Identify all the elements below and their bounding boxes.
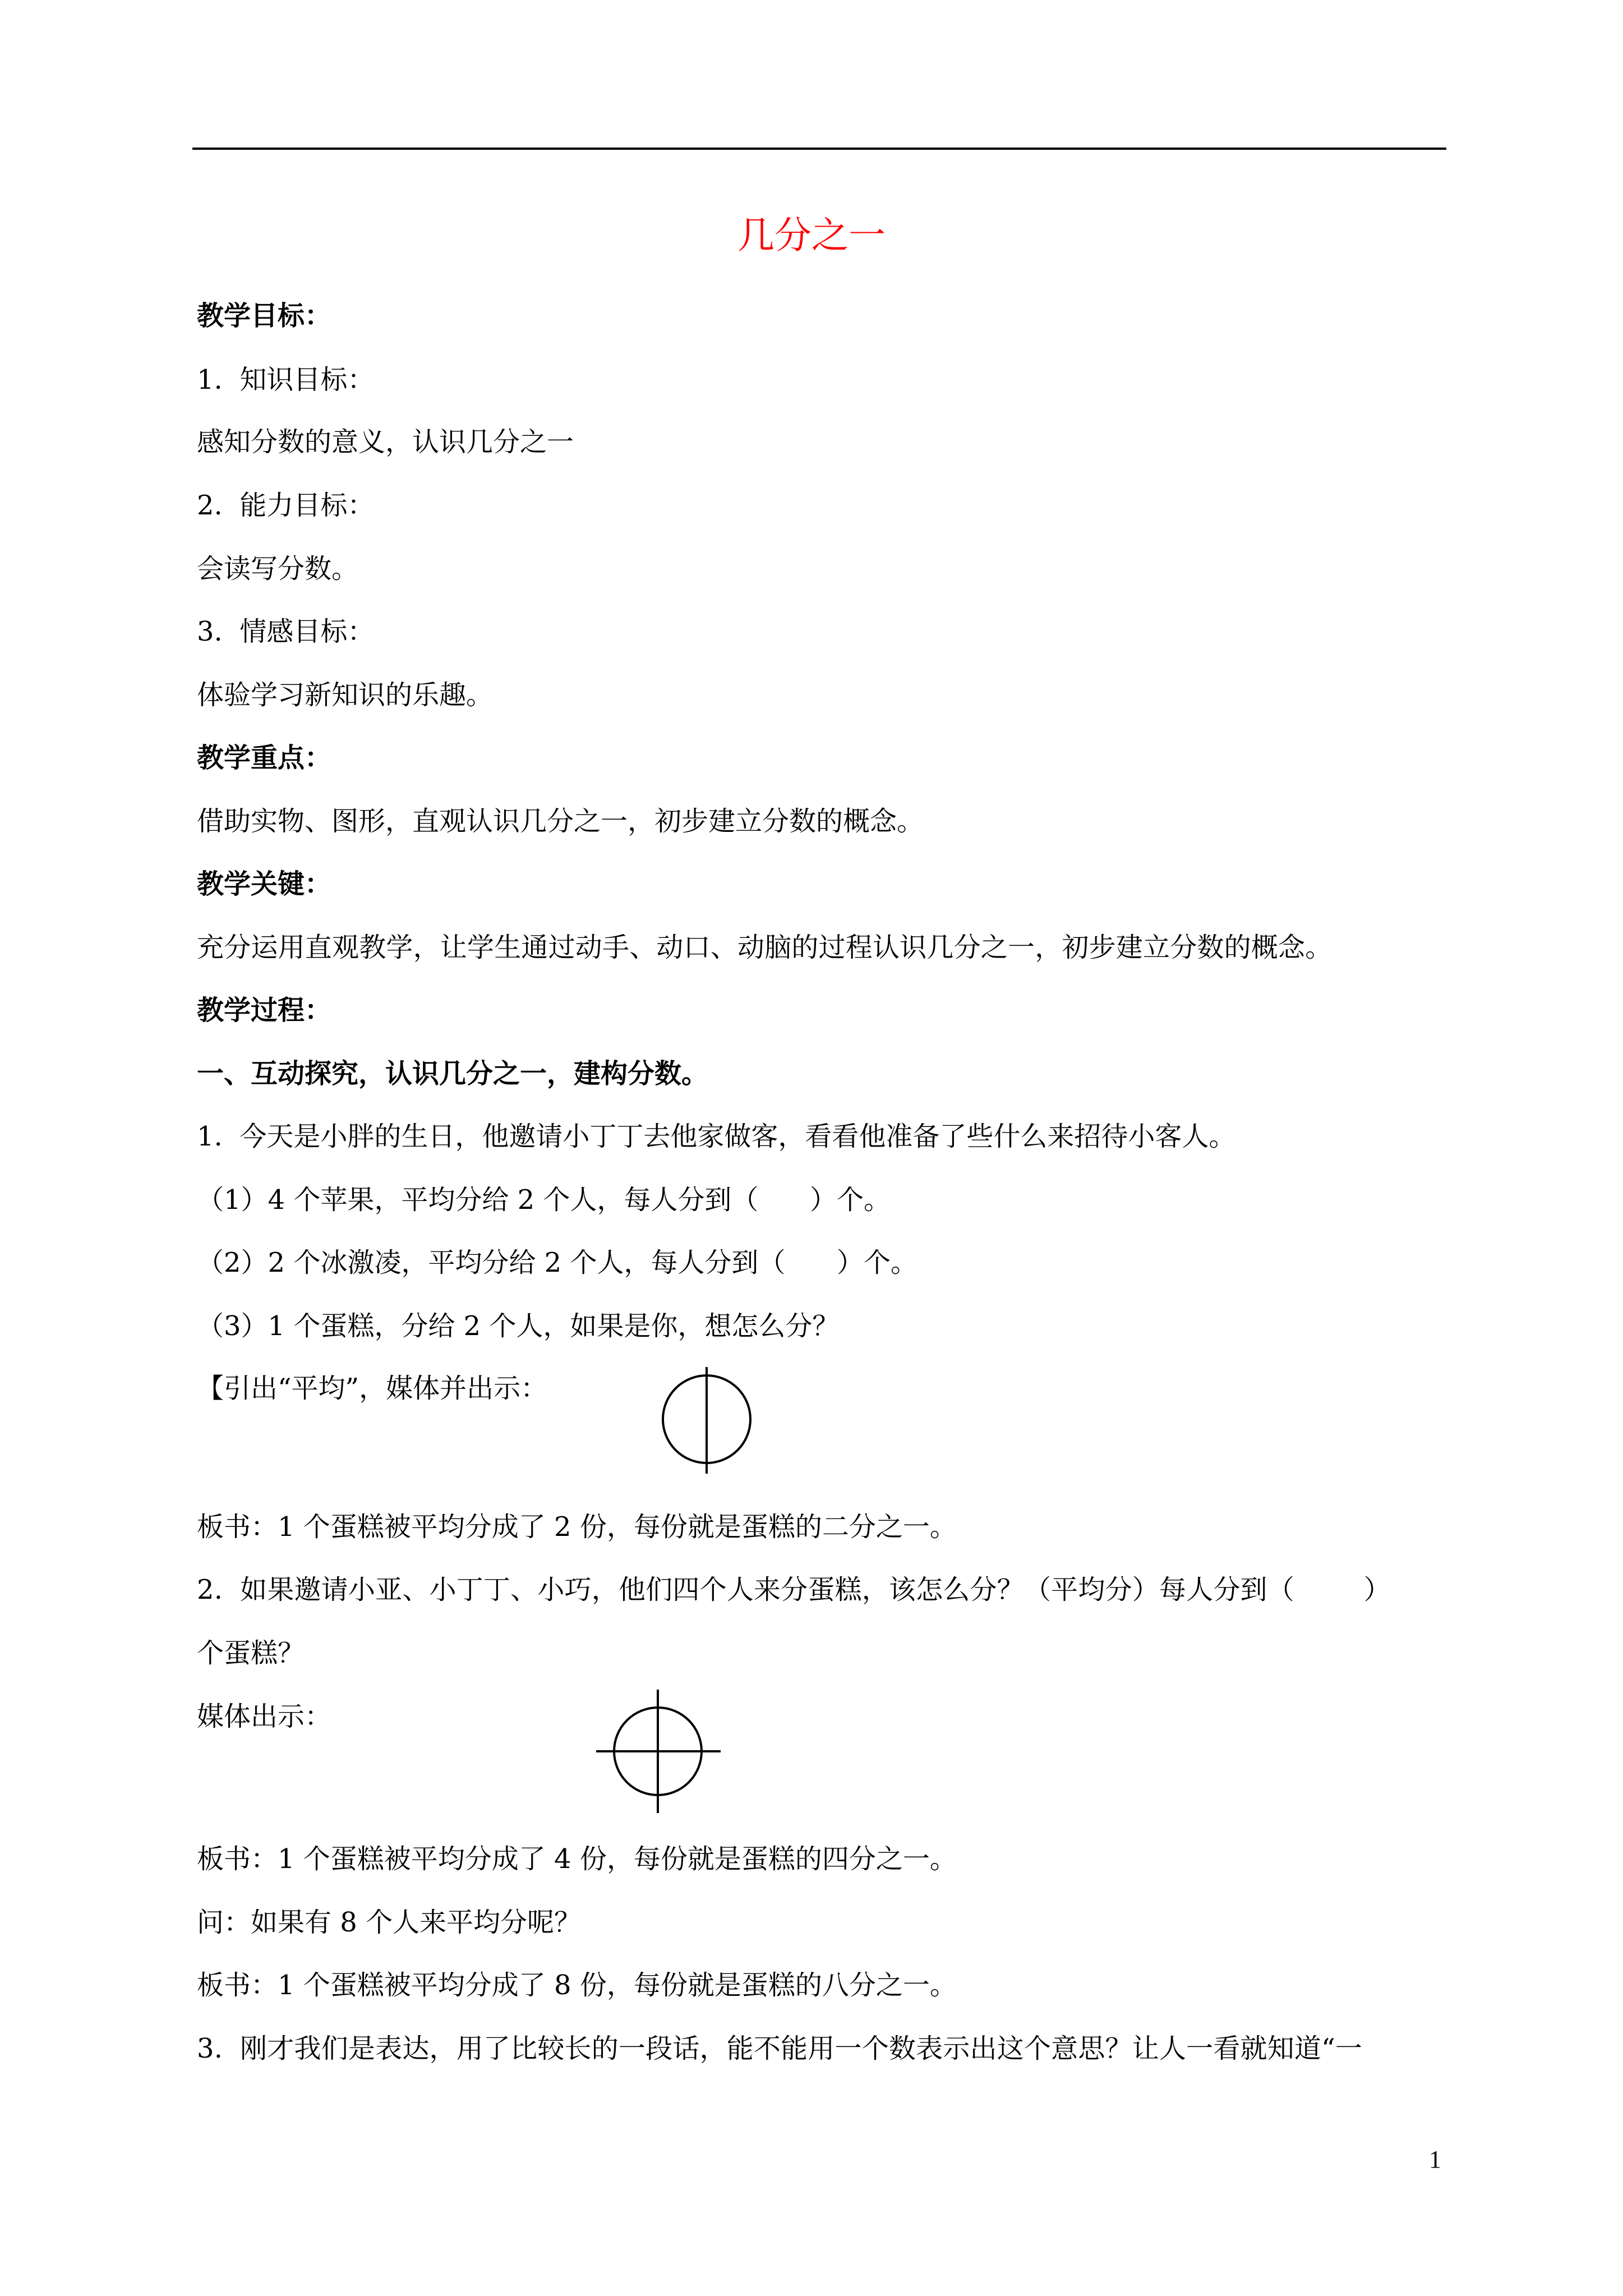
section-1-heading: 一、互动探究，认识几分之一，建构分数。	[197, 1058, 709, 1089]
heading-teaching-objectives: 教学目标：	[197, 300, 332, 332]
cake-halves-diagram	[656, 1366, 757, 1475]
objective-1-text: 感知分数的意义，认识几分之一	[197, 426, 574, 458]
process-item-1-sub-2: （2）2 个冰激凌，平均分给 2 个人，每人分到（ ）个。	[197, 1247, 917, 1278]
objective-1-heading: 1. 知识目标：	[197, 364, 375, 395]
board-note-eighths: 板书：1 个蛋糕被平均分成了 8 份，每份就是蛋糕的八分之一。	[197, 1970, 957, 2001]
document-title: 几分之一	[737, 214, 886, 257]
objective-2-text: 会读写分数。	[197, 553, 359, 585]
process-item-1: 1. 今天是小胖的生日，他邀请小丁丁去他家做客，看看他准备了些什么来招待小客人。	[197, 1121, 1236, 1152]
process-item-3: 3. 刚才我们是表达，用了比较长的一段话，能不能用一个数表示出这个意思？让人一看就知道“一	[197, 2033, 1363, 2064]
media-show-text: 媒体出示：	[197, 1701, 332, 1732]
heading-key-points: 教学重点：	[197, 742, 332, 774]
process-item-1-sub-1: （1）4 个苹果，平均分给 2 个人，每人分到（ ）个。	[197, 1184, 891, 1216]
question-eight-people: 问：如果有 8 个人来平均分呢？	[197, 1907, 582, 1938]
process-item-1-sub-3: （3）1 个蛋糕，分给 2 个人，如果是你，想怎么分？	[197, 1310, 840, 1342]
teaching-key-text: 充分运用直观教学，让学生通过动手、动口、动脑的过程认识几分之一，初步建立分数的概念。	[197, 932, 1332, 963]
process-item-2: 2. 如果邀请小亚、小丁丁、小巧，他们四个人来分蛋糕，该怎么分？（平均分）每人分到（ ）	[197, 1574, 1391, 1605]
board-note-quarters: 板书：1 个蛋糕被平均分成了 4 份，每份就是蛋糕的四分之一。	[197, 1843, 957, 1875]
process-item-2-continued: 个蛋糕？	[197, 1637, 305, 1669]
objective-3-text: 体验学习新知识的乐趣。	[197, 679, 494, 711]
heading-teaching-key: 教学关键：	[197, 868, 332, 900]
header-rule	[192, 148, 1446, 150]
page-number: 1	[1429, 2146, 1441, 2173]
key-points-text: 借助实物、图形，直观认识几分之一，初步建立分数的概念。	[197, 806, 924, 837]
cake-quarters-diagram	[594, 1688, 723, 1815]
objective-2-heading: 2. 能力目标：	[197, 490, 375, 521]
media-intro-text: 【引出“平均”，媒体并出示：	[197, 1373, 548, 1404]
board-note-halves: 板书：1 个蛋糕被平均分成了 2 份，每份就是蛋糕的二分之一。	[197, 1511, 957, 1543]
objective-3-heading: 3. 情感目标：	[197, 616, 375, 647]
heading-teaching-process: 教学过程：	[197, 995, 332, 1026]
